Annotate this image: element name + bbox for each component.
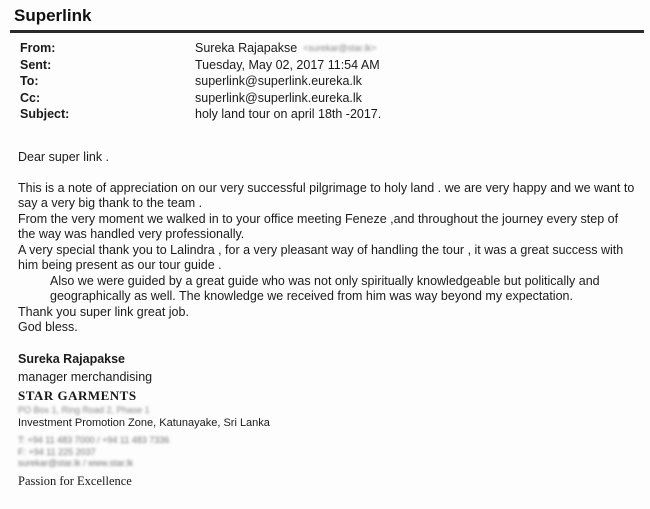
- cc-row: [20, 90, 381, 107]
- email-header: [20, 40, 381, 123]
- signature-name: Sureka Rajapakse: [18, 352, 126, 366]
- paragraph-guide: Also we were guided by a great guide who was not only spiritually knowledgeable but politically and geographically as well. The knowledge we received from him was way beyond my expectation.: [50, 273, 600, 303]
- paragraph-office: From the very moment we walked in to your office meeting Feneze ,and throughout the journey every step of the way was handled very professionally.: [18, 211, 619, 241]
- phone-line: T: +94 11 483 7000 / +94 11 483 7336: [18, 435, 170, 445]
- page-title: Superlink: [14, 6, 92, 25]
- to-value: superlink@superlink.eureka.lk: [195, 74, 362, 89]
- greeting: Dear super link .: [18, 150, 110, 164]
- paragraph-thanks: Thank you super link great job.: [18, 304, 189, 319]
- subject-row: [20, 106, 381, 123]
- paragraph-appreciation: This is a note of appreciation on our very successful pilgrimage to holy land . we are very happy and we want to say a very big thank to the team .: [18, 180, 635, 210]
- from-label: From:: [20, 41, 56, 56]
- web-line: surekar@star.lk / www.star.lk: [18, 458, 134, 468]
- cc-value: superlink@superlink.eureka.lk: [195, 90, 362, 105]
- subject-value: holy land tour on april 18th -2017.: [195, 107, 382, 122]
- paragraph-blessing: God bless.: [18, 320, 78, 334]
- to-row: [20, 73, 381, 90]
- company-motto: Passion for Excellence: [18, 473, 132, 488]
- signature-block: [18, 350, 270, 490]
- address-line2: Investment Promotion Zone, Katunayake, Sri Lanka: [18, 417, 270, 429]
- company-name: STAR GARMENTS: [18, 388, 137, 403]
- to-label: To:: [20, 74, 39, 89]
- from-row: [20, 40, 381, 57]
- signature-title: manager merchandising: [18, 370, 153, 384]
- address-line1: PO Box 1, Ring Road 2, Phase 1: [18, 405, 150, 415]
- header-divider: [10, 30, 644, 33]
- paragraph-tour-guide: A very special thank you to Lalindra , for a very pleasant way of handling the tour , it was a great success with him being present as our tour guide .: [18, 242, 624, 272]
- from-name: Sureka Rajapakse: [195, 41, 298, 56]
- sent-label: Sent:: [20, 57, 52, 72]
- subject-label: Subject:: [20, 107, 70, 122]
- cc-label: Cc:: [20, 90, 41, 105]
- fax-line: F: +94 11 225 2037: [18, 446, 96, 457]
- from-email: <surekar@star.lk>: [303, 43, 377, 54]
- sent-value: Tuesday, May 02, 2017 11:54 AM: [195, 57, 380, 72]
- email-body: [18, 150, 636, 336]
- sent-row: [20, 57, 381, 74]
